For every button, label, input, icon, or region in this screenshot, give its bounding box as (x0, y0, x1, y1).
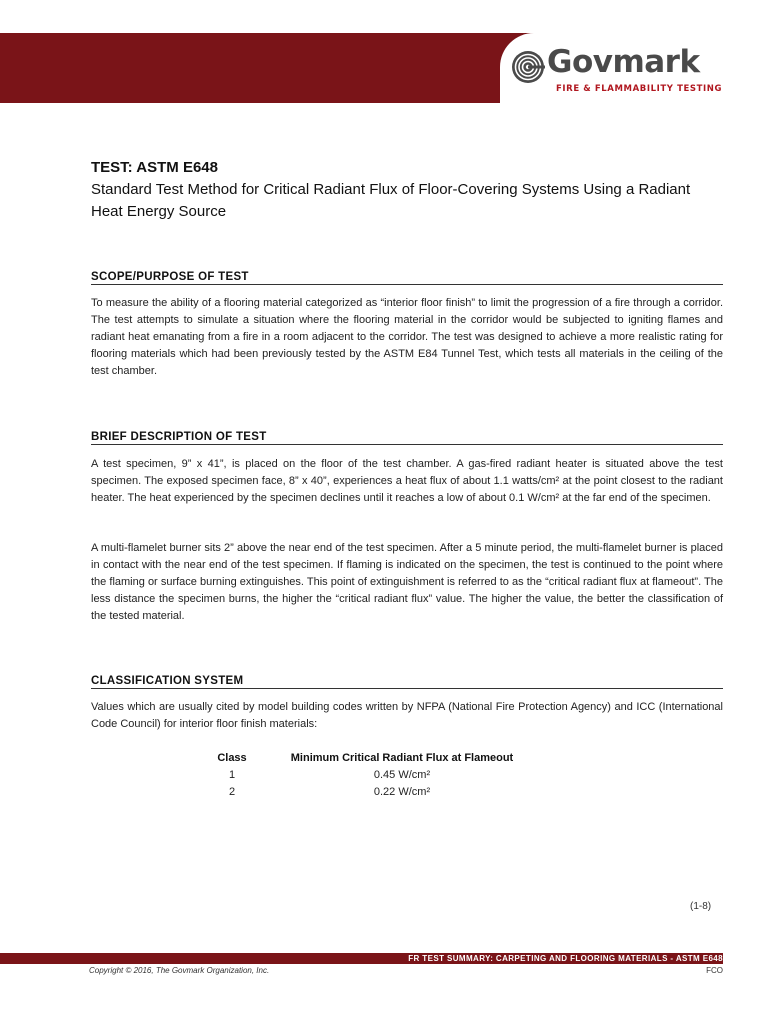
classification-heading: CLASSIFICATION SYSTEM (91, 675, 723, 689)
page-reference: (1-8) (690, 901, 712, 912)
scope-heading: SCOPE/PURPOSE OF TEST (91, 271, 723, 285)
description-paragraph-1: A test specimen, 9” x 41”, is placed on the floor of the test chamber. A gas-fired radiant heater is situated above the test specimen. The exposed specimen face, 8” x 40”, experiences a heat flux of about 1.1 watts/cm² at the point closest to the radiant heater. The heat experienced by the specimen declines until it reaches a low of about 0.1 W/cm² at the far end of the specimen. (91, 458, 723, 504)
classification-table (200, 750, 540, 801)
logo-tagline: FIRE & FLAMMABILITY TESTING (556, 84, 723, 94)
description-heading: BRIEF DESCRIPTION OF TEST (91, 431, 723, 445)
copyright-notice: Copyright © 2016, The Govmark Organization, Inc. (89, 966, 270, 975)
document-code: FCO (706, 966, 723, 975)
column-header-class: Class (217, 752, 247, 764)
column-header-flux: Minimum Critical Radiant Flux at Flameout (290, 752, 514, 764)
table-row (200, 784, 540, 801)
scope-text: To measure the ability of a flooring material categorized as “interior floor finish” to limit the progression of a fire through a corridor. The test attempts to simulate a situation where the flooring material in the corridor would be subjected to igniting flames and radiant heat emanating from a fire in a room adjacent to the corridor. The test was designed to achieve a more realistic rating for flooring materials which had been previously tested by the ASTM E84 Tunnel Test, which tests all materials in the ceiling of the test chamber. (91, 297, 723, 377)
classification-intro: Values which are usually cited by model building codes written by NFPA (National Fire Protection Agency) and ICC (International Code Council) for interior floor finish materials: (91, 701, 723, 730)
page-subtitle: Standard Test Method for Critical Radiant Flux of Floor-Covering Systems Using a Radiant Heat Energy Source (91, 181, 691, 220)
table-header-row (200, 750, 540, 767)
description-paragraph-2: A multi-flamelet burner sits 2” above the near end of the test specimen. After a 5 minute period, the multi-flamelet burner is placed in contact with the near end of the test specimen. If flaming is indicated on the specimen, the test is continued to the point where the flaming or surface burning extinguishes. This point of extinguishment is referred to as the “critical radiant flux at flameout”. The less distance the specimen burns, the higher the “critical radiant flux” value. The higher the value, the better the classification of the tested material. (91, 542, 723, 622)
govmark-logo-icon (511, 50, 545, 84)
footer-band-text: FR TEST SUMMARY: CARPETING AND FLOORING MATERIALS - ASTM E648 (408, 954, 723, 963)
flux-cell: 0.45 W/cm² (373, 769, 431, 781)
class-cell: 1 (228, 769, 236, 781)
page-title: TEST: ASTM E648 (91, 159, 218, 176)
class-cell: 2 (228, 786, 236, 798)
logo-wordmark: Govmark (547, 44, 700, 80)
table-row (200, 767, 540, 784)
flux-cell: 0.22 W/cm² (373, 786, 431, 798)
